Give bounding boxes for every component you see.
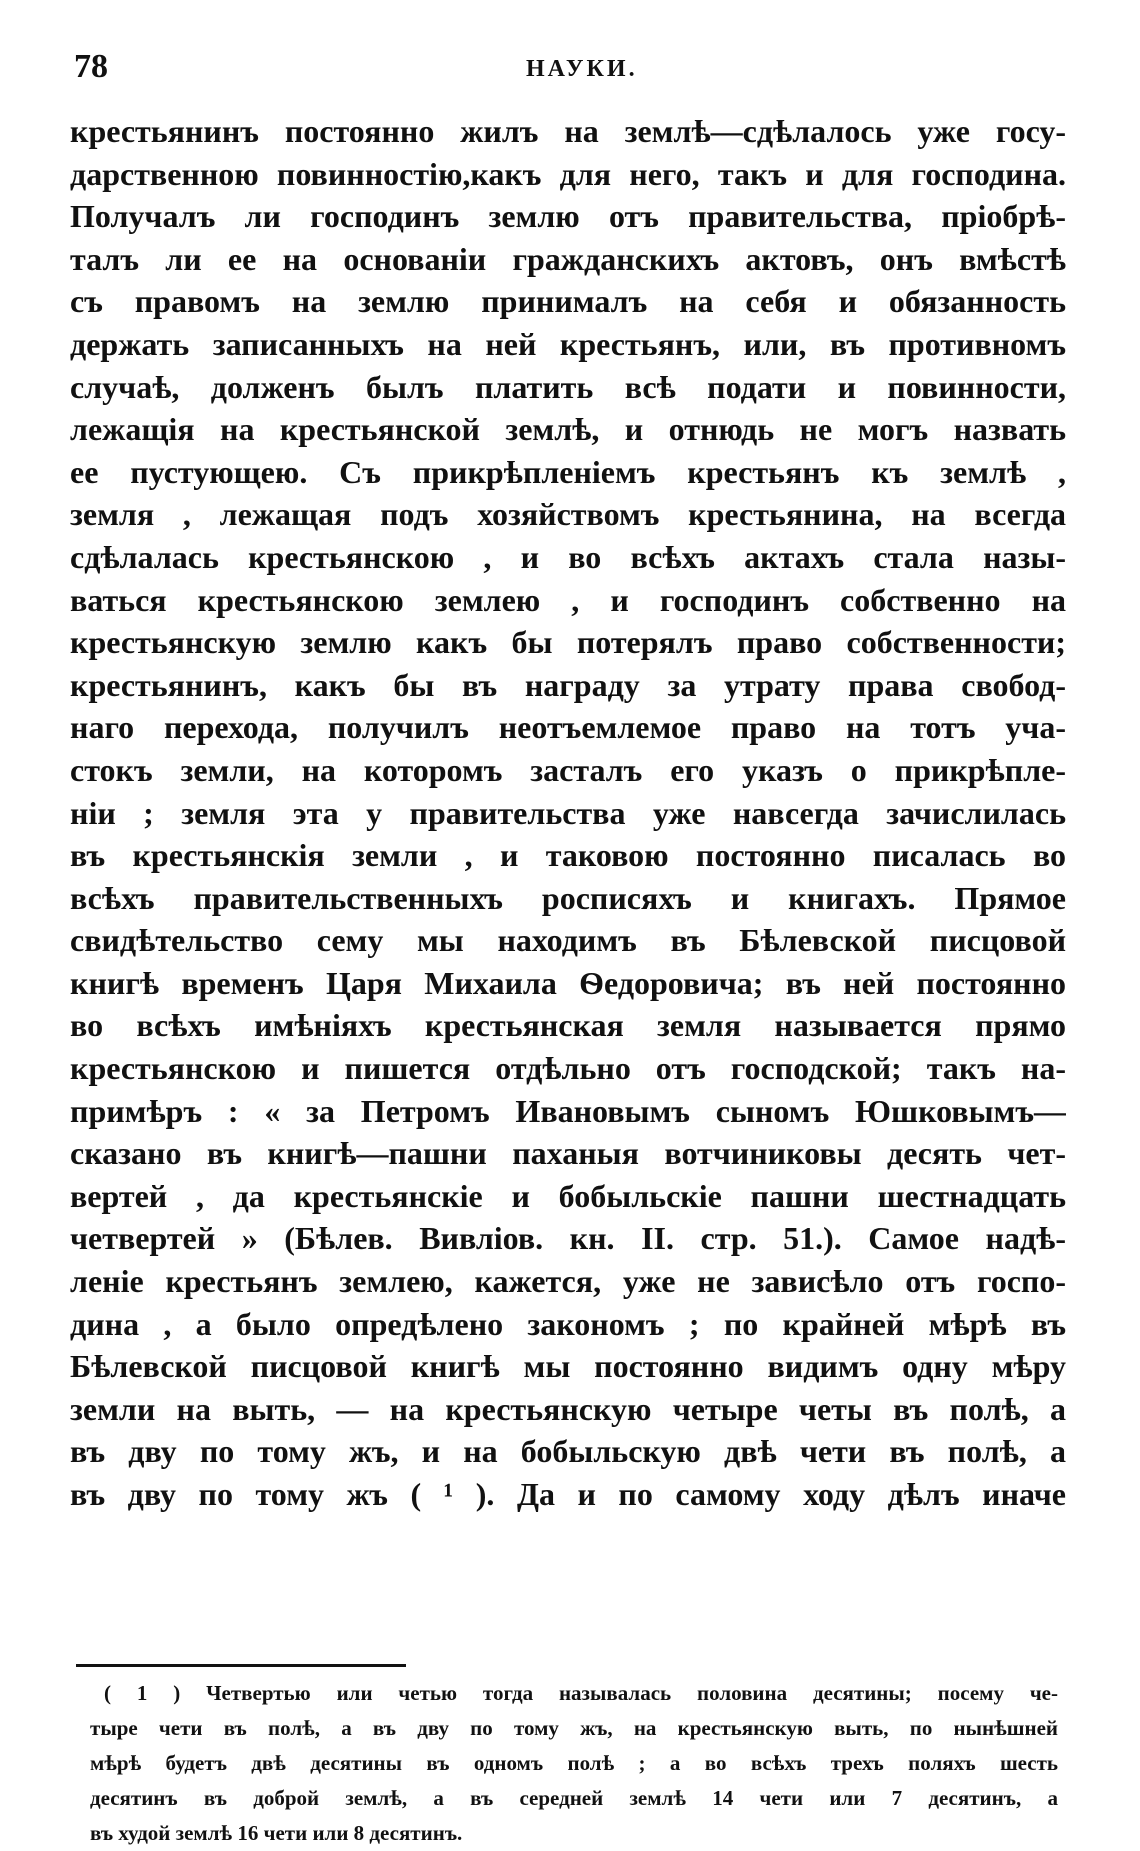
footnote-line: тыре чети въ полѣ, а въ дву по тому жъ, на крестьянскую выть, по нынѣшней [90, 1716, 1058, 1740]
text-line: случаѣ, долженъ былъ платить всѣ подати и повинности, [70, 368, 1066, 405]
text-line: въ крестьянскія земли , и таковою постоянно писалась во [70, 837, 1066, 874]
text-line: книгѣ временъ Царя Михаила Ѳедоровича; въ ней постоянно [70, 964, 1066, 1001]
text-line: въ дву по тому жъ, и на бобыльскую двѣ чети въ полѣ, а [70, 1433, 1066, 1470]
text-line: ваться крестьянскою землею , и господинъ собственно на [70, 581, 1066, 618]
text-line: дина , а было опредѣлено закономъ ; по крайней мѣрѣ въ [70, 1305, 1066, 1342]
text-line: примѣръ : « за Петромъ Ивановымъ сыномъ Юшковымъ— [70, 1092, 1066, 1129]
footnote-line: мѣрѣ будетъ двѣ десятины въ одномъ полѣ ; а во всѣхъ трехъ поляхъ шесть [90, 1751, 1058, 1775]
text-line: съ правомъ на землю принималъ на себя и обязанность [70, 283, 1066, 320]
text-line: наго перехода, получилъ неотъемлемое право на тотъ уча- [70, 709, 1066, 746]
text-line: крестьянскую землю какъ бы потерялъ право собственности; [70, 624, 1066, 661]
page-header [66, 42, 1064, 102]
text-line: сдѣлалась крестьянскою , и во всѣхъ актахъ стала назы- [70, 538, 1066, 575]
footnote-line: десятинъ въ доброй землѣ, а въ середней землѣ 14 чети или 7 десятинъ, а [90, 1786, 1058, 1810]
text-line: крестьянскою и пишется отдѣльно отъ господской; такъ на- [70, 1050, 1066, 1087]
text-line: Бѣлевской писцовой книгѣ мы постоянно видимъ одну мѣру [70, 1348, 1066, 1385]
text-line: крестьянинъ, какъ бы въ награду за утрату права свобод- [70, 666, 1066, 703]
text-line: крестьянинъ постоянно жилъ на землѣ—сдѣлалось уже госу- [70, 113, 1066, 149]
text-line: Получалъ ли господинъ землю отъ правительства, пріобрѣ- [70, 198, 1066, 235]
text-line: талъ ли ее на основаніи гражданскихъ актовъ, онъ вмѣстѣ [70, 240, 1066, 277]
footnote-line: ( 1 ) Четвертью или четью тогда называлась половина десятины; посему че- [104, 1681, 1058, 1705]
text-line: во всѣхъ имѣніяхъ крестьянская земля называется прямо [70, 1007, 1066, 1044]
text-line: земля , лежащая подъ хозяйствомъ крестьянина, на всегда [70, 496, 1066, 533]
text-line: ніи ; земля эта у правительства уже навсегда зачислилась [70, 794, 1066, 831]
footnote-separator [76, 1664, 406, 1667]
page-number: 78 [74, 48, 108, 85]
text-line: свидѣтельство сему мы находимъ въ Бѣлевской писцовой [70, 922, 1066, 959]
text-line: леніе крестьянъ землею, кажется, уже не зависѣло отъ госпо- [70, 1263, 1066, 1300]
body-text [70, 110, 1066, 1516]
text-line: держать записанныхъ на ней крестьянъ, или, въ противномъ [70, 325, 1066, 362]
footnote-line: въ худой землѣ 16 чети или 8 десятинъ. [90, 1821, 463, 1845]
text-line: дарственною повинностію,какъ для него, такъ и для господина. [70, 155, 1066, 192]
text-line: стокъ земли, на которомъ засталъ его указъ о прикрѣпле- [70, 751, 1066, 788]
text-line: четвертей » (Бѣлев. Вивліов. кн. II. стр. 51.). Самое надѣ- [70, 1220, 1066, 1257]
text-line: лежащія на крестьянской землѣ, и отнюдь не могъ назвать [70, 411, 1066, 448]
running-head: НАУКИ. [526, 56, 638, 82]
footnote [90, 1676, 1058, 1851]
text-line: ее пустующею. Съ прикрѣпленіемъ крестьянъ къ землѣ , [70, 453, 1066, 490]
text-line: всѣхъ правительственныхъ росписяхъ и книгахъ. Прямое [70, 879, 1066, 916]
text-line: земли на выть, — на крестьянскую четыре четы въ полѣ, а [70, 1390, 1066, 1427]
text-line: въ дву по тому жъ ( ¹ ). Да и по самому ходу дѣлъ иначе [70, 1476, 1066, 1512]
text-line: сказано въ книгѣ—пашни паханыя вотчиниковы десять чет- [70, 1135, 1066, 1172]
text-line: вертей , да крестьянскіе и бобыльскіе пашни шестнадцать [70, 1177, 1066, 1214]
